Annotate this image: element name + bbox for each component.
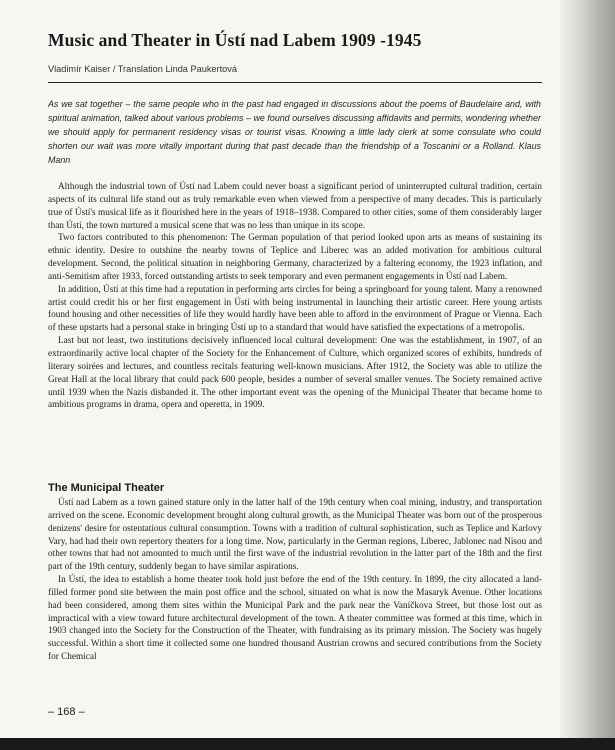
paragraph: In Ústí, the idea to establish a home theater took hold just before the end of the 19th century. In 1899, the city allocated a land-filled former pond site between the main post office and the school, situated on what is now the Masaryk Avenue. Other locations had been considered, among them sites within the Municipal Park and the park near the Vaníčkova Street, but those lost out as impractical with a view toward future architectural development of the town. A theater committee was formed at this time, which in 1903 changed into the Society for the Construction of the Theater, with fundraising as its primary mission. The Society was hugely successful. Within a short time it collected some one hundred thousand Austrian crowns and secured contributions from the Society for Chemical — [48, 575, 542, 663]
book-spine-shadow — [560, 0, 615, 750]
section-body — [48, 497, 542, 664]
paragraph: Although the industrial town of Ústí nad Labem could never boast a significant period of uninterrupted cultural tradition, certain aspects of its cultural life stand out as truly remarkable even when viewed from a perspective of many decades. This is particularly true of Ústí's musical life as it flourished here in the years of 1918–1938. Compared to other cities, some of them considerably larger than Ústí, the town nurtured a musical scene that was no less than unique in its scope. — [48, 182, 542, 231]
intro-body — [48, 181, 542, 412]
page-number: – 168 – — [48, 706, 85, 718]
article-title: Music and Theater in Ústí nad Labem 1909 -1945 — [48, 30, 422, 50]
scan-bottom-edge — [0, 738, 615, 750]
section-heading: The Municipal Theater — [48, 482, 165, 494]
paragraph: Two factors contributed to this phenomenon: The German population of that period looked upon arts as means of sustaining its ethnic identity. Desire to outshine the nearby towns of Teplice and Liberec was an added motivation for ambitious cultural development. Second, the political situation in neighboring Germany, characterized by a faltering economy, the 1923 inflation, and anti-Semitism after 1933, forced outstanding artists to seek temporary and even permanent engagements in Ústí nad Labem. — [48, 233, 542, 282]
paragraph: Last but not least, two institutions decisively influenced local cultural development: One was the establishment, in 1907, of an extraordinarily active local chapter of the Society for the Enhancement of Culture, which organized scores of exhibits, hundreds of literary soirées and lectures, and countless recitals featuring well-known musicians. After 1912, the Society was able to utilize the Great Hall at the local library that could pack 600 people, besides a number of several smaller venues. The Society remained active until 1939 when the Nazis disbanded it. The other important event was the opening of the Municipal Theater that became home to ambitious programs in drama, opera and operetta, in 1909. — [48, 336, 542, 411]
epigraph: As we sat together – the same people who in the past had engaged in discussions about the poems of Baudelaire and, with spiritual animation, talked about various problems – we found ourselves discussing affidavits and permits, wondering whether we should apply for permanent residency visas or tourist visas. Knowing a little lady clerk at some consulate who could shorten our wait was more vitally important during that past decade than the friendship of a Toscanini or a Rolland. Klaus Mann — [48, 99, 541, 165]
title-rule — [48, 82, 542, 83]
paragraph: In addition, Ústí at this time had a reputation in performing arts circles for being a springboard for young talent. Many a renowned artist could credit his or her first engagement in Ústí with being instrumental in launching their artistic career. Here young artists found housing and other necessities of life they would hardly have been able to afford in the environment of Prague or Vienna. Each of these upstarts had a personal stake in bringing Ústí up to a standard that would have satisfied the expectations of a metropolis. — [48, 284, 542, 334]
article-byline: Vladimír Kaiser / Translation Linda Paukertová — [48, 64, 237, 74]
paragraph: Ústí nad Labem as a town gained stature only in the latter half of the 19th century when coal mining, industry, and transportation arrived on the scene. Economic development brought along cultural growth, as the Municipal Theater was born out of the prosperous denizens' desire for ostentatious cultural consumption. Towns with a tradition of cultural sophistication, such as Teplice and Karlovy Vary, had had their own repertory theaters for a long time. Now, particularly in the German regions, Liberec, Jablonec nad Nisou and other towns that had not amounted to much until the first wave of the industrial revolution in the latter part of the 18th and the first part of the 19th century, suddenly began to have similar aspirations. — [48, 498, 542, 573]
